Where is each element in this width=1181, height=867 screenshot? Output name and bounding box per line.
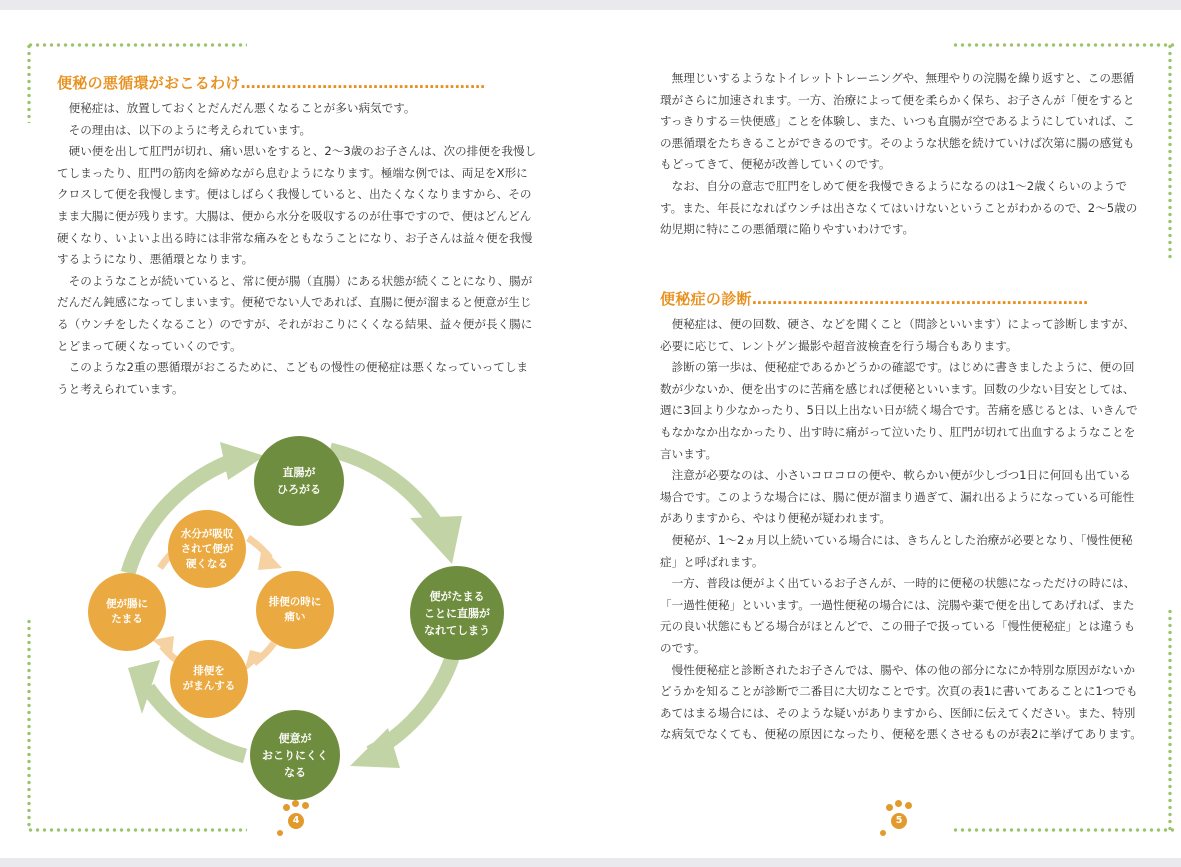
- paragraph: このような2重の悪循環がおこるために、こどもの慢性の便秘症は悪くなっていってしまうと考えられています。: [57, 360, 529, 396]
- right-page-heading: [660, 288, 1138, 309]
- page-number-5: [880, 800, 920, 840]
- heading-text: 便秘の悪循環がおこるわけ: [57, 74, 241, 92]
- paragraph: 便秘症は、放置しておくとだんだん悪くなることが多い病気です。: [68, 101, 416, 115]
- left-page-body: [57, 98, 539, 400]
- cycle-node-painful-defecation: 排便の時に 痛い: [256, 571, 334, 649]
- cycle-node-stool-hardens: 水分が吸収 されて便が 硬くなる: [168, 510, 246, 588]
- paw-toe-icon: [292, 800, 299, 807]
- paragraph: 便秘症は、便の回数、硬さ、などを聞くこと（問診といいます）によって診断しますが、必要に応じて、レントゲン撮影や超音波検査を行う場合もあります。: [660, 317, 1135, 353]
- inner-arrowhead-1: [258, 546, 282, 570]
- paragraph: 便秘が、1～2ヵ月以上続いている場合には、きちんとした治療が必要となり、「慢性便秘症」と呼ばれます。: [660, 532, 1133, 569]
- dotted-border-bottom-left: [27, 828, 247, 832]
- cycle-node-holding-back: 排便を がまんする: [170, 640, 248, 718]
- paw-toe-icon: [895, 800, 902, 807]
- bottom-bar: [0, 858, 1181, 867]
- booklet-spread: [0, 10, 1181, 858]
- dotted-border-left-bottom: [27, 618, 31, 830]
- paragraph: 注意が必要なのは、小さいコロコロの便や、軟らかい便が少しづつ1日に何回も出ている場合です。このような場合には、腸に便が溜まり過ぎて、漏れ出るようになっている可能性がありますから、やはり便秘が疑われます。: [660, 468, 1135, 526]
- paragraph: 慢性便秘症と診断されたお子さんでは、腸や、体の他の部分になにか特別な原因がないかどうかを知ることが診断で二番目に大切なことです。次頁の表1に書いてあることに1つでもあてはまる場合には、そのような疑いがありますから、医師に伝えてください。また、特別な病気でなくても、便秘の原因になったり、便秘を悪くさせるものが表2に挙げてあります。: [660, 662, 1142, 742]
- paragraph: そのようなことが続いていると、常に便が腸（直腸）にある状態が続くことになり、腸がだんだん鈍感になってしまいます。便秘でない人であれば、直腸に便が溜まると便意が生じる（ウンチをしたくなること）のですが、それがおこりにくくなる結果、益々便が長く腸にとどまって硬くなっていくのです。: [57, 273, 533, 353]
- inner-arrowhead-3: [152, 636, 174, 656]
- paragraph: 一方、普段は便がよく出ているお子さんが、一時的に便秘の状態になっただけの時には、「一過性便秘」といいます。一過性便秘の場合には、浣腸や薬で便を出してあげれば、また元の良い状態にもどる場合がほとんどで、この冊子で扱っている「慢性便秘症」とは違うものです。: [660, 576, 1136, 655]
- outer-arrowhead-1: [410, 516, 462, 564]
- paragraph: 無理じいするようなトイレットトレーニングや、無理やりの浣腸を繰り返すと、この悪循環がさらに加速されます。一方、治療によって便を柔らかく保ち、お子さんが「便をするとすっきりする＝快便感」ことを体験し、また、いつも直腸が空であるようにしていれば、この悪循環をたちきることができるのです。そのような状態を続けていけば次第に腸の感覚ももどってきて、便秘が改善していくのです。: [660, 71, 1135, 172]
- paragraph: その理由は、以下のように考えられています。: [68, 122, 312, 137]
- paw-toe-icon: [886, 804, 893, 811]
- dotted-border-top-right: [952, 43, 1174, 47]
- paw-toe-icon: [880, 830, 886, 836]
- top-bar: [0, 0, 1181, 10]
- paw-toe-icon: [905, 802, 912, 809]
- dotted-border-top-left: [27, 43, 247, 47]
- paragraph: なお、自分の意志で肛門をしめて便を我慢できるようになるのは1～2歳くらいのようです。また、年長になればウンチは出さなくてはいけないということがわかるので、2～5歳の幼児期に特にこの悪循環に陥りやすいわけです。: [660, 178, 1138, 237]
- dotted-border-left-top: [27, 43, 31, 123]
- cycle-node-urge-decreases: 便意が おこりにくく なる: [250, 710, 340, 800]
- page-number-badge: 5: [891, 813, 907, 829]
- heading-dots: …………………………………………………………: [751, 290, 1089, 308]
- dotted-border-bottom-right: [952, 828, 1174, 832]
- right-page-body-top: [660, 68, 1142, 241]
- paragraph: 診断の第一歩は、便秘症であるかどうかの確認です。はじめに書きましたように、便の回数が少ないか、便を出すのに苦痛を感じれば便秘といいます。回数の少ない目安としては、週に3回より少なかったり、5日以上出ない日が続く場合です。苦痛を感じるとは、いきんでもなかなか出なかったり、出す時に痛がって泣いたり、肛門が切れて出血するようなことを言います。: [660, 360, 1138, 461]
- heading-text: 便秘症の診断: [660, 290, 752, 308]
- inner-arrowhead-2: [244, 650, 266, 672]
- page-number-4: [277, 800, 317, 840]
- right-page-body: [660, 314, 1142, 746]
- cycle-node-rectum-widens: 直腸が ひろがる: [254, 436, 344, 526]
- left-page-heading: [57, 72, 535, 93]
- paw-toe-icon: [277, 830, 283, 836]
- dotted-border-right-top: [1168, 43, 1172, 261]
- cycle-node-stool-accumulates: 便が腸に たまる: [88, 573, 166, 651]
- paragraph: 硬い便を出して肛門が切れ、痛い思いをすると、2～3歳のお子さんは、次の排便を我慢してしまったり、肛門の筋肉を締めながら息むようになります。極端な例では、両足をX形にクロスして便を我慢します。便はしばらく我慢していると、出たくなくなりますから、そのまま大腸に便が残ります。大腸は、便から水分を吸収するのが仕事ですので、便はどんどん硬くなり、いよいよ出る時には非常な痛みをともなうことになり、お子さんは益々便を我慢するようになり、悪循環となります。: [57, 144, 537, 267]
- vicious-cycle-diagram: [60, 418, 520, 813]
- page-number-badge: 4: [288, 813, 304, 829]
- cycle-node-rectum-gets-used: 便がたまる ことに直腸が なれてしまう: [410, 566, 504, 660]
- heading-dots: …………………………………………: [240, 74, 486, 92]
- paw-toe-icon: [283, 804, 290, 811]
- paw-toe-icon: [302, 802, 309, 809]
- dotted-border-right-bottom: [1168, 608, 1172, 830]
